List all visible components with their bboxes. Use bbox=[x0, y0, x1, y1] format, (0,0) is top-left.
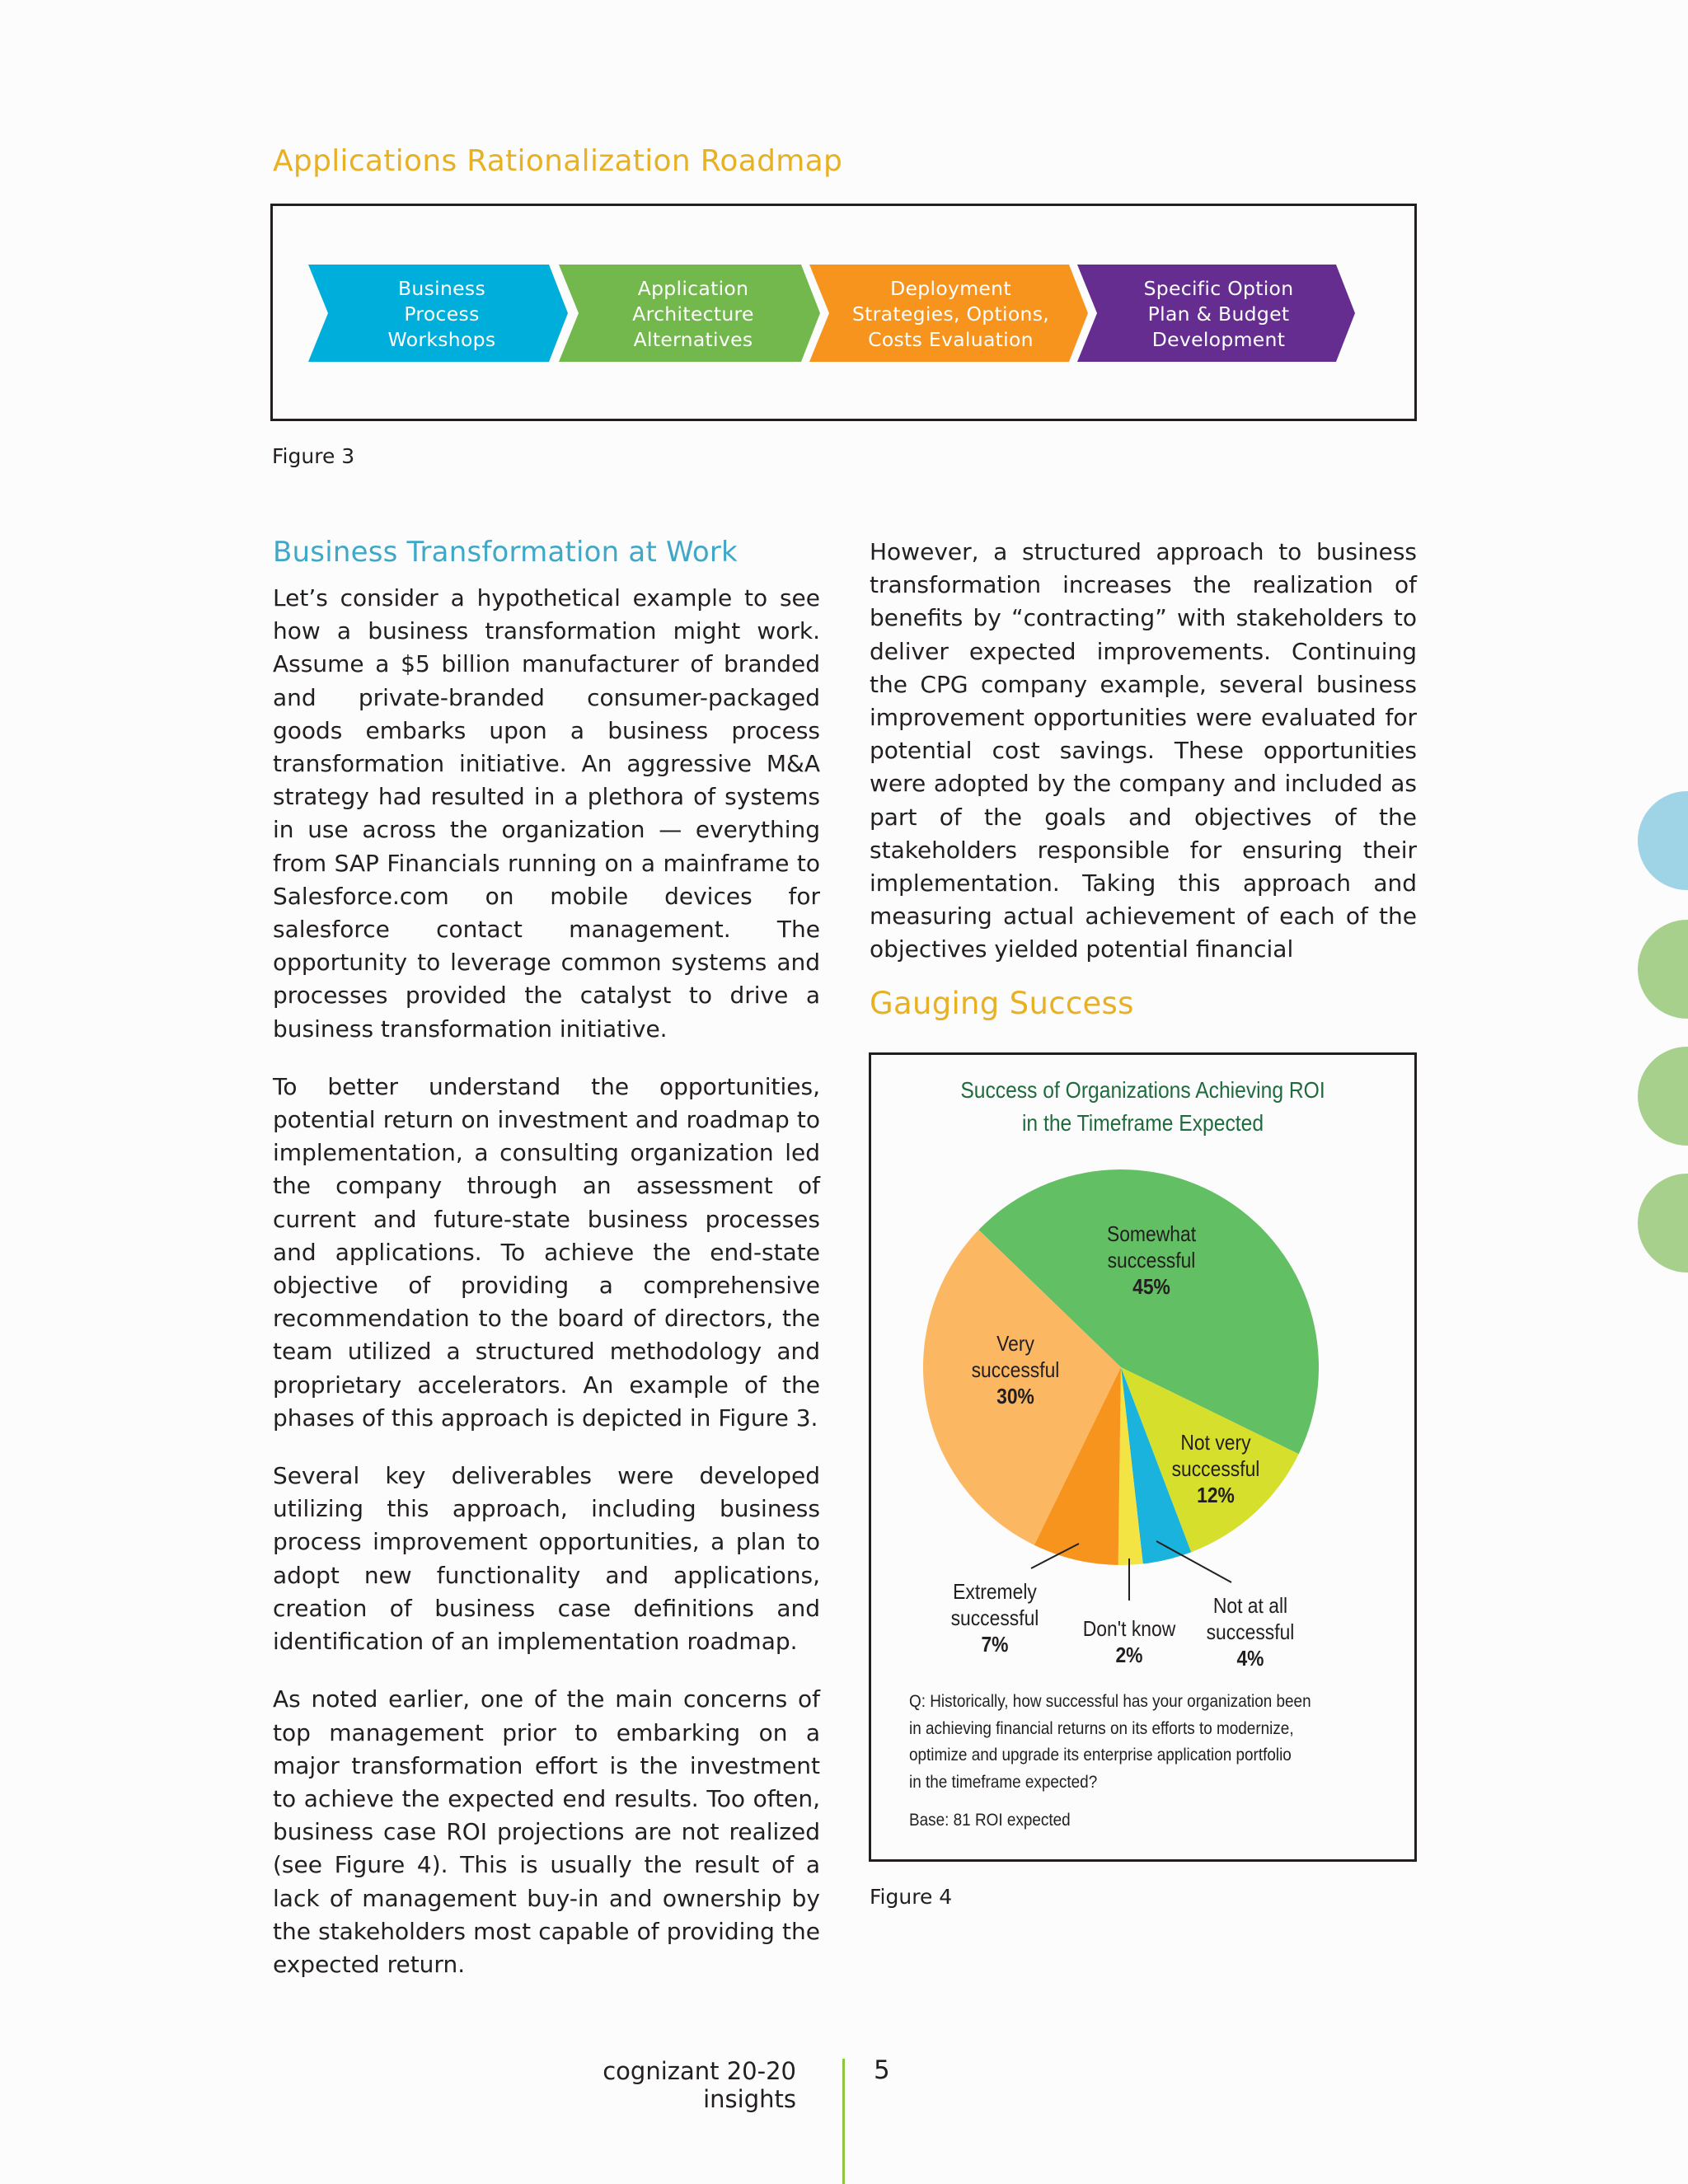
roadmap-title: Applications Rationalization Roadmap bbox=[273, 144, 843, 178]
label-dont-know: Don't know 2% bbox=[1082, 1616, 1176, 1667]
right-column-text bbox=[870, 536, 1417, 967]
figure-3-caption: Figure 3 bbox=[272, 444, 355, 468]
roadmap-figure bbox=[270, 204, 1417, 421]
paragraph-4: As noted earlier, one of the main concerns of top management prior to embarking on a major transformation effort is the investment to achieve the expected end results. Too often, business case ROI projections are not realized (see Figure 4). This is usually the result of a lack of management buy-in and ownership by the stakeholders most capable of providing the expected return. bbox=[273, 1685, 820, 1978]
paragraph-right: However, a structured approach to business transformation increases the realization of benefits by “contracting” with stakeholders to deliver expected improvements. Continuing the CPG company example, several business improvement opportunities were evaluated for potential cost savings. These opportunities were adopted by the company and included as part of the goals and objectives of the stakeholders responsible for ensuring their implementation. Taking this approach and measuring actual achievement of each of the objectives yielded potential financial bbox=[870, 538, 1417, 963]
section-heading-business-transformation: Business Transformation at Work bbox=[273, 536, 738, 569]
page-number: 5 bbox=[874, 2055, 890, 2085]
left-column-text bbox=[273, 582, 820, 1981]
chevron-step-3-label: Deployment Strategies, Options, Costs Evaluation bbox=[851, 277, 1050, 351]
figure-4-caption: Figure 4 bbox=[870, 1885, 953, 1909]
footer-divider bbox=[842, 2059, 845, 2184]
side-dot-3 bbox=[1638, 1047, 1688, 1146]
paragraph-2: To better understand the opportunities, potential return on investment and roadmap to implementation, a consulting organization led the company through an assessment of current and future-state business processes and applications. To achieve the end-state objective of providing a comprehensive recommendation to the board of directors, the team utilized a structured methodology and proprietary accelerators. An example of the phases of this approach is depicted in Figure 3. bbox=[273, 1072, 820, 1432]
paragraph-3: Several key deliverables were developed utilizing this approach, including business process improvement opportunities, a plan to adopt new functionality and applications, creation of business case definitions and identification of an implementation roadmap. bbox=[273, 1462, 820, 1656]
chevron-step-1-label: Business Process Workshops bbox=[387, 277, 496, 351]
side-dot-1 bbox=[1638, 791, 1688, 890]
chart-title-line-2: in the Timeframe Expected bbox=[1021, 1110, 1264, 1136]
figure-4-chart bbox=[869, 1052, 1417, 1862]
survey-base: Base: 81 ROI expected bbox=[909, 1810, 1071, 1830]
label-not-very-successful: Not very successful 12% bbox=[1171, 1430, 1260, 1507]
label-not-at-all-successful: Not at all successful 4% bbox=[1206, 1593, 1295, 1671]
chevron-step-2-label: Application Architecture Alternatives bbox=[632, 277, 754, 351]
label-extremely-successful: Extremely successful 7% bbox=[950, 1579, 1039, 1657]
side-dot-4 bbox=[1638, 1174, 1688, 1272]
paragraph-1: Let’s consider a hypothetical example to see how a business transformation might work. Assume a $5 billion manufacturer of branded and private-branded consumer-packaged goods embarks upon a business process transformation initiative. An aggressive M&A strategy had resulted in a plethora of systems in use across the organization — everything from SAP Financials running on a mainframe to Salesforce.com on mobile devices for salesforce contact management. The opportunity to leverage common systems and processes provided the catalyst to drive a business transformation initiative. bbox=[273, 584, 820, 1043]
label-somewhat-successful: Somewhat successful 45% bbox=[1106, 1221, 1197, 1299]
footer-brand: cognizant 20-20 insights bbox=[603, 2057, 796, 2113]
side-dot-2 bbox=[1638, 920, 1688, 1019]
survey-question: Q: Historically, how successful has your organization been in achieving financial returns on its efforts to modernize, optimize and upgrade its enterprise application portfolio in the timeframe expected? bbox=[909, 1691, 1311, 1792]
section-heading-gauging-success: Gauging Success bbox=[870, 986, 1134, 1021]
chevron-step-4-label: Specific Option Plan & Budget Development bbox=[1143, 277, 1294, 351]
label-very-successful: Very successful 30% bbox=[971, 1331, 1060, 1408]
chart-title-line-1: Success of Organizations Achieving ROI bbox=[960, 1077, 1325, 1103]
